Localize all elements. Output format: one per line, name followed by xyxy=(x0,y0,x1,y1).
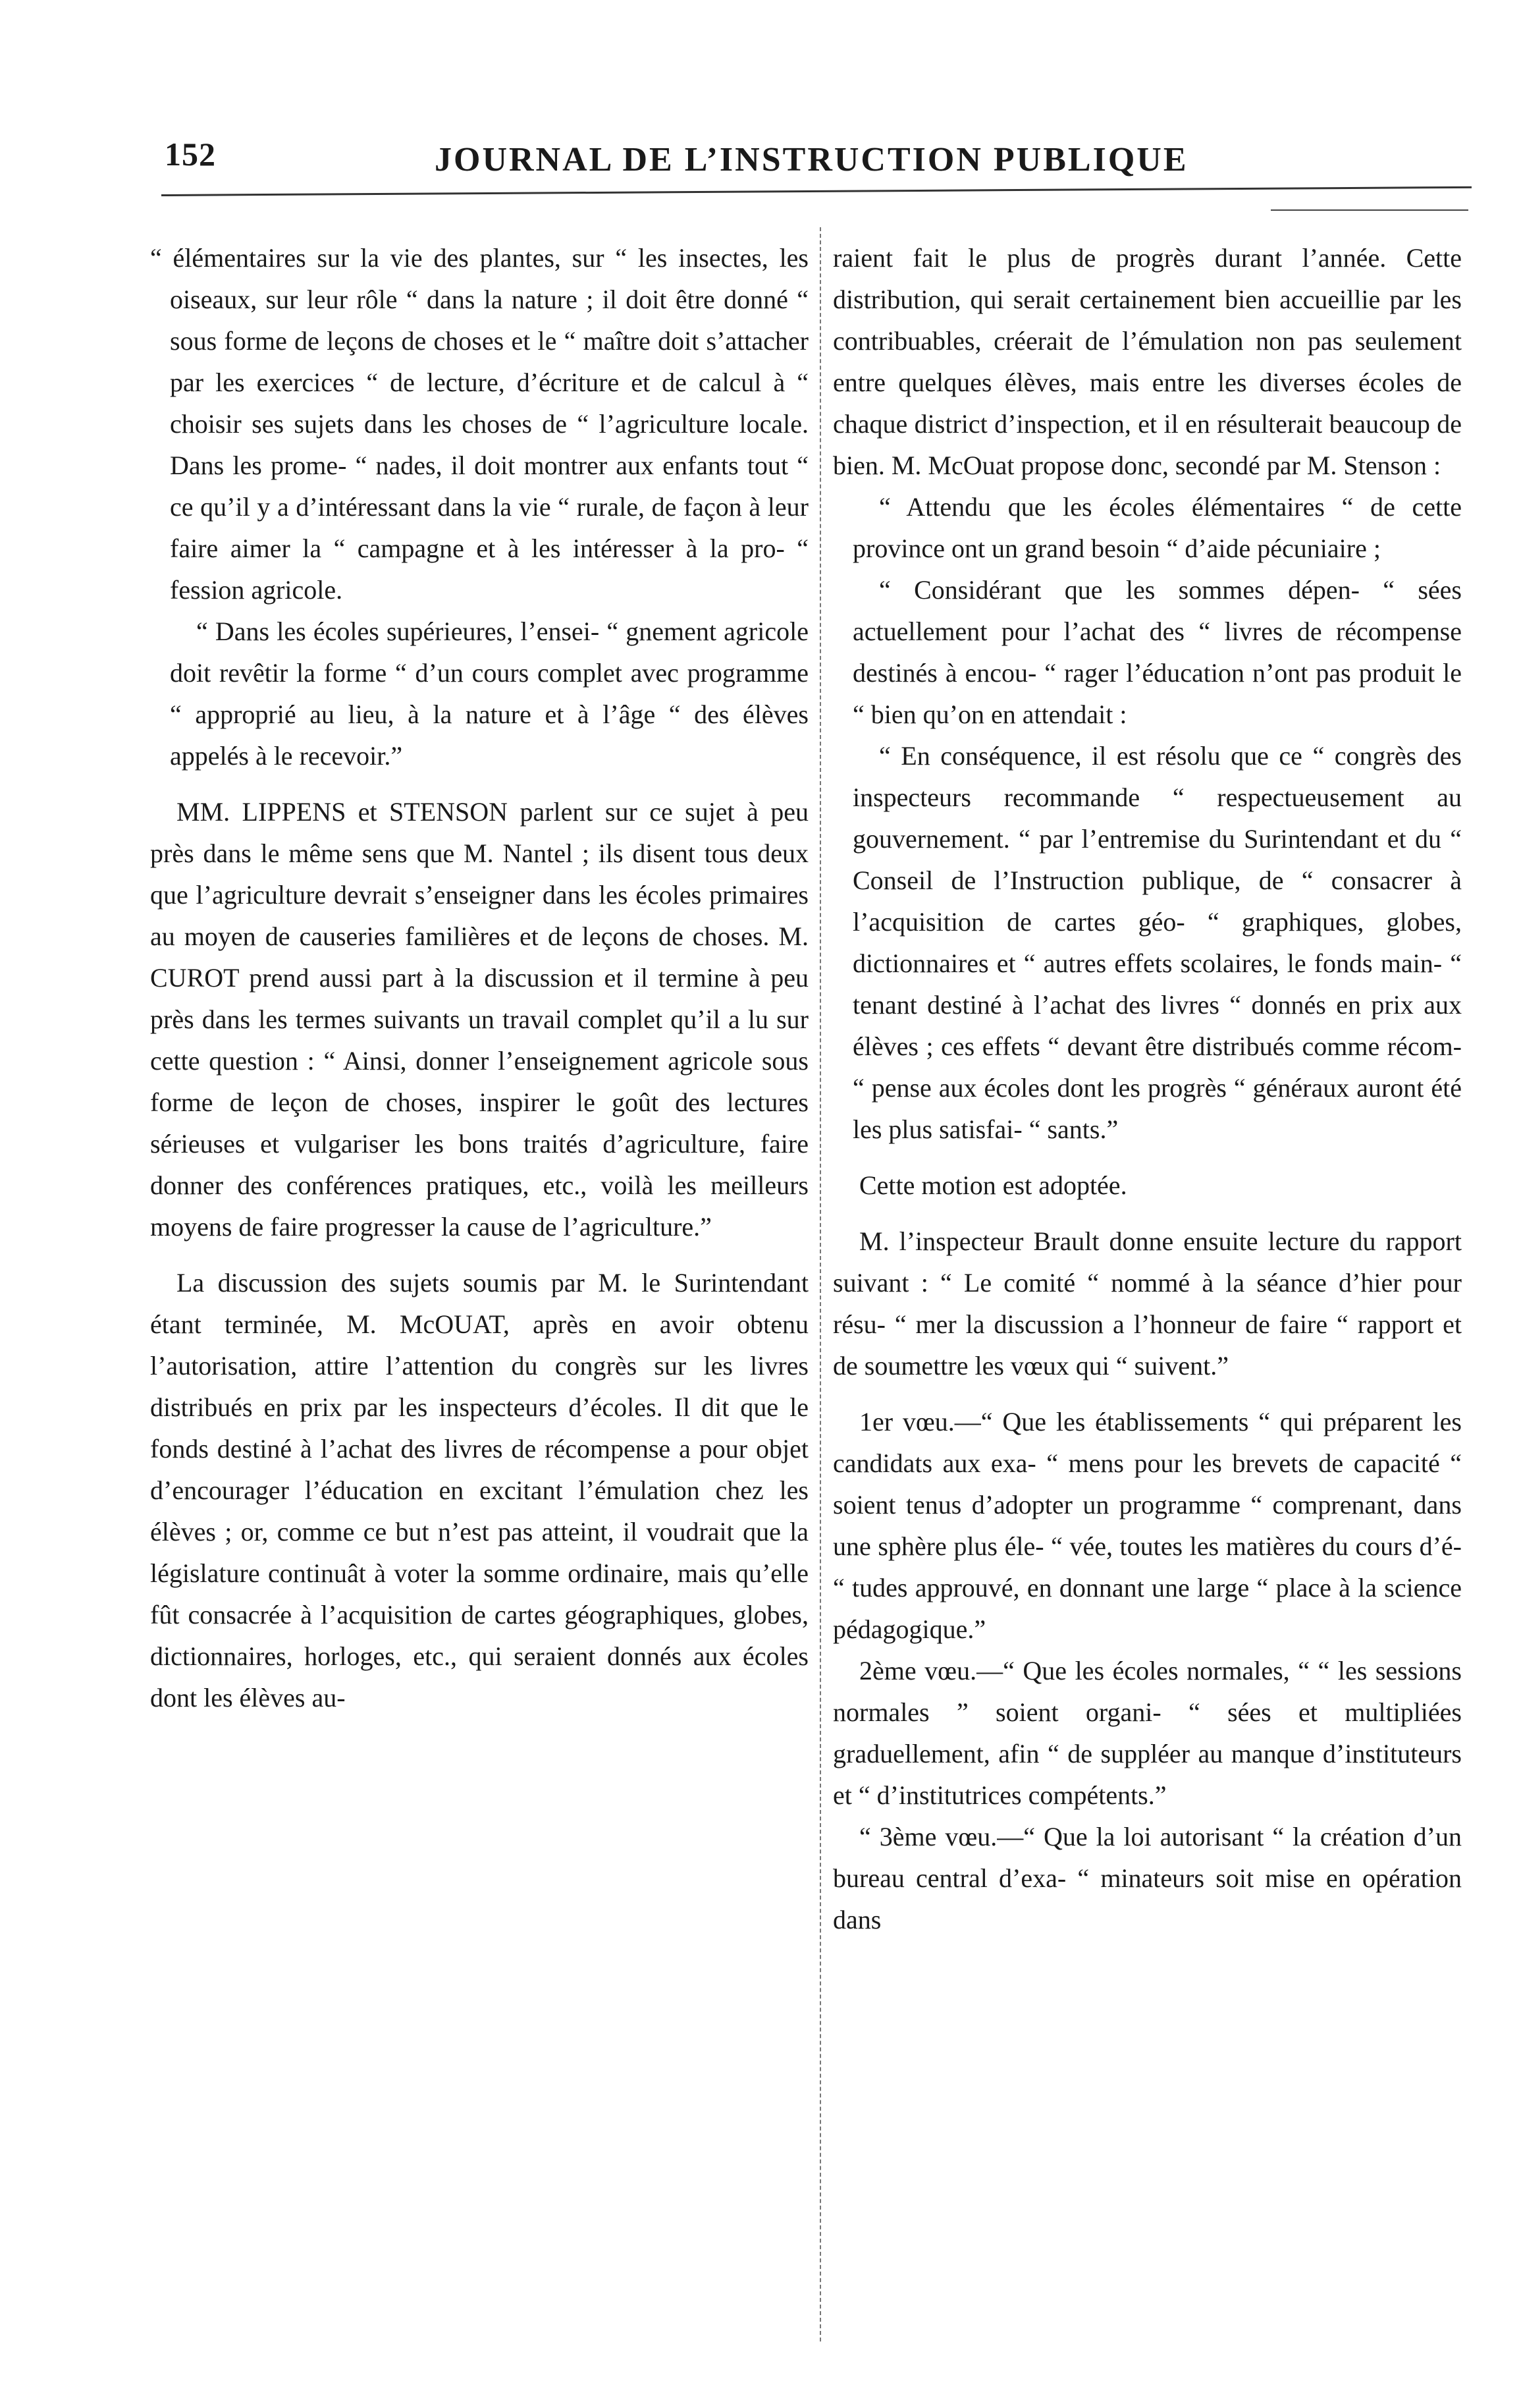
left-column xyxy=(150,237,809,1718)
paragraph-resolution: “ En conséquence, il est résolu que ce “ congrès des inspecteurs recommande “ respectueusement au gouvernement. “ par l’entremise du Surintendant et du “ Conseil de l’Instruction publique, de “ consacrer à l’acquisition de cartes géo- “ graphiques, globes, dictionnaires et “ autres effets scolaires, le fonds main- “ tenant destiné à l’achat des livres “ donnés en prix aux élèves ; ces effets “ devant être distribués comme récom- “ pense aux écoles dont les progrès “ généraux auront été les plus satisfai- “ sants.” xyxy=(853,741,1462,1144)
page-number: 152 xyxy=(165,136,216,173)
paragraph-voeu-1: 1er vœu.—“ Que les établissements “ qui préparent les candidats aux exa- “ mens pour les brevets de capacité “ soient tenus d’adopter un programme “ comprenant, dans une sphère plus éle- “ vée, toutes les matières du cours d’é- “ tudes approuvé, en donnant une large “ place à la science pédagogique.” xyxy=(833,1407,1462,1644)
paragraph-voeu-2: 2ème vœu.—“ Que les écoles normales, “ “ les sessions normales ” soient organi- “ sées et multipliées graduellement, afin “ de suppléer au manque d’instituteurs et “ d’institutrices compétents.” xyxy=(833,1656,1462,1810)
paragraph-voeu-3: “ 3ème vœu.—“ Que la loi autorisant “ la création d’un bureau central d’exa- “ minateurs soit mise en opération dans xyxy=(833,1822,1462,1934)
paragraph-quote-superior: “ Dans les écoles supérieures, l’ensei- “ gnement agricole doit revêtir la forme “ d’un cours complet avec programme “ approprié au lieu, à la nature et à l’âge “ des élèves appelés à le recevoir.” xyxy=(170,616,809,771)
paragraph-considerant: “ Considérant que les sommes dépen- “ sées actuellement pour l’achat des “ livres de récompense destinés à encou- “ rager l’éducation n’ont pas produit le “ bien qu’on en attendait : xyxy=(853,575,1462,729)
paragraph-lippens-stenson: MM. LIPPENS et STENSON parlent sur ce sujet à peu près dans le même sens que M. Nantel ; ils disent tous deux que l’agriculture devrait s’enseigner dans les écoles primaires au moyen de causeries familières et de leçons de choses. M. CUROT prend aussi part à la discussion et il termine à peu près dans les termes suivants un travail complet qu’il a lu sur cette question : “ Ainsi, donner l’enseignement agricole sous forme de leçon de choses, inspirer le goût des lectures sérieuses et vulgariser les bons traités d’agriculture, faire donner des conférences pratiques, etc., voilà les meilleurs moyens de faire progresser la cause de l’agriculture.” xyxy=(150,797,809,1242)
paragraph-mcouat: La discussion des sujets soumis par M. le Surintendant étant terminée, M. McOUAT, après en avoir obtenu l’autorisation, attire l’attention du congrès sur les livres distribués en prix par les inspecteurs d’écoles. Il dit que le fonds destiné à l’achat des livres de récompense a pour objet d’encourager l’éducation en excitant l’émulation chez les élèves ; or, comme ce but n’est pas atteint, il voudrait que la législature continuât à voter la somme ordinaire, mais qu’elle fût consacrée à l’acquisition de cartes géographiques, globes, dictionnaires, horloges, etc., qui seraient donnés aux écoles dont les élèves au- xyxy=(150,1268,809,1712)
paragraph-motion-adopted: Cette motion est adoptée. xyxy=(859,1170,1127,1200)
running-title: JOURNAL DE L’INSTRUCTION PUBLIQUE xyxy=(435,141,1188,178)
paragraph-quote-elementary: “ élémentaires sur la vie des plantes, sur “ les insectes, les oiseaux, sur leur rôle “ dans la nature ; il doit être donné “ sous forme de leçons de choses et le “ maître doit s’attacher par les exercices “ de lecture, d’écriture et de calcul à “ choisir ses sujets dans les choses de “ l’agriculture locale. Dans les prome- “ nades, il doit montrer aux enfants tout “ ce qu’il y a d’intéressant dans la vie “ rurale, de façon à leur faire aimer la “ campagne et à les intéresser à la pro- “ fession agricole. xyxy=(150,243,809,605)
right-column xyxy=(833,237,1462,1940)
paragraph-attendu: “ Attendu que les écoles élémentaires “ de cette province ont un grand besoin “ d’aide pécuniaire ; xyxy=(853,492,1462,563)
column-divider xyxy=(820,227,821,2341)
paragraph-brault-report: M. l’inspecteur Brault donne ensuite lecture du rapport suivant : “ Le comité “ nommé à la séance d’hier pour résu- “ mer la discussion a l’honneur de faire “ rapport et de soumettre les vœux qui “ suivent.” xyxy=(833,1226,1462,1381)
header-rule xyxy=(161,186,1472,196)
page-header xyxy=(165,135,1389,181)
paragraph-distribution: raient fait le plus de progrès durant l’année. Cette distribution, qui serait certainement bien accueillie par les contribuables, créerait de l’émulation non pas seulement entre quelques élèves, mais entre les diverses écoles de chaque district d’inspection, et il en résulterait beaucoup de bien. M. McOuat propose donc, secondé par M. Stenson : xyxy=(833,243,1462,480)
header-rule-tail xyxy=(1271,209,1468,211)
